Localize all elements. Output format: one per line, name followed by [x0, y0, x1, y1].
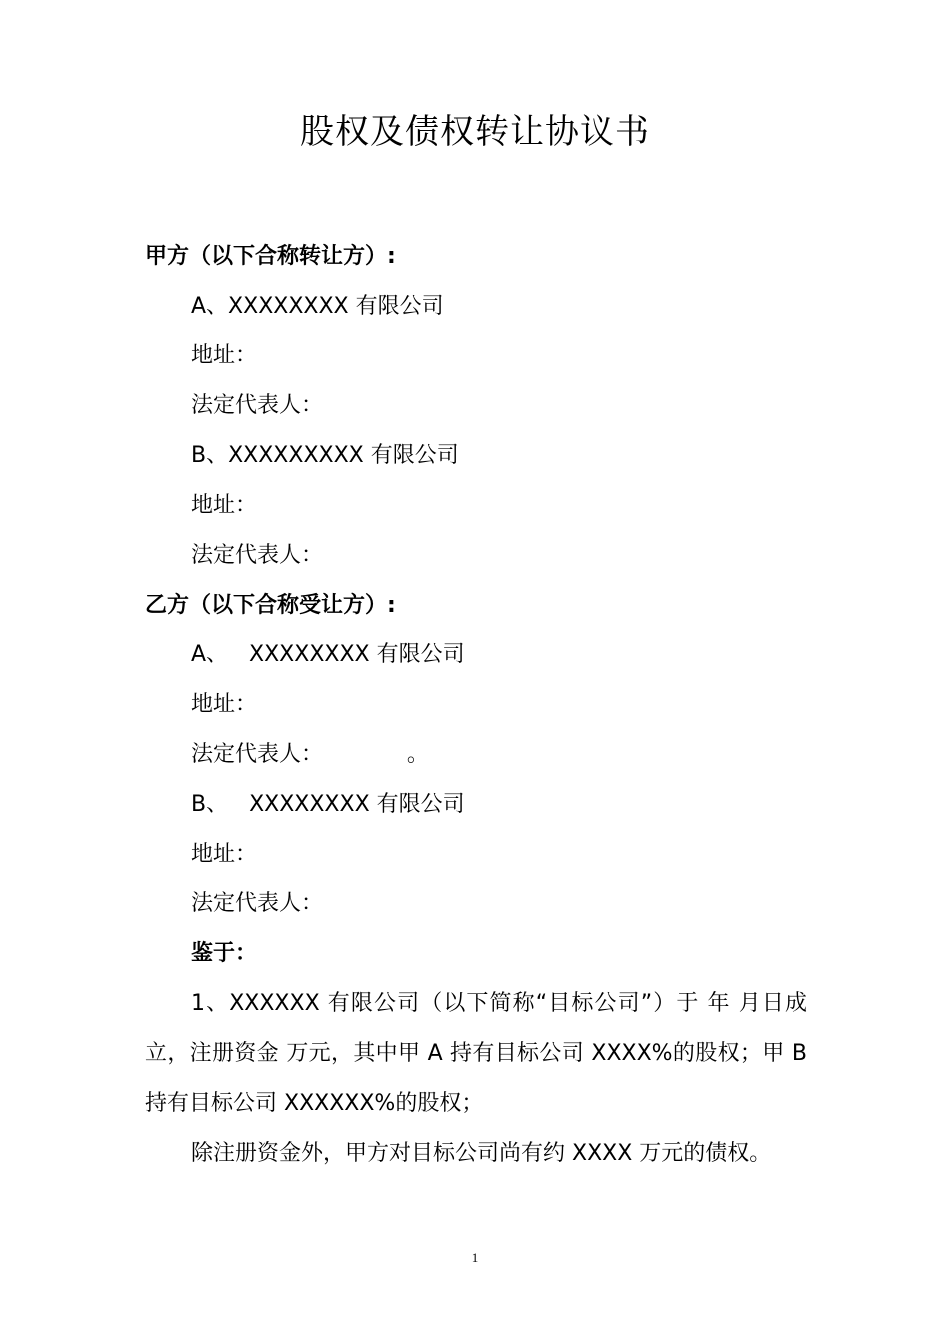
page-number: 1 [471, 1250, 479, 1265]
whereas-clause-1: 1、XXXXXX 有限公司（以下简称“目标公司”）于 年 月日成立，注册资金 万元，其中甲 A 持有目标公司 XXXX%的股权；甲 B 持有目标公司 XXXXXX%的股权； [145, 991, 807, 1116]
whereas-heading: 鉴于： [191, 941, 258, 966]
whereas-clause-2: 除注册资金外，甲方对目标公司尚有约 XXXX 万元的债权。 [191, 1141, 772, 1166]
party-b-company-b: B、 XXXXXXXX 有限公司 [191, 792, 465, 817]
party-a-address-b: 地址： [191, 493, 258, 518]
party-b-representative-a: 法定代表人： 。 [191, 742, 429, 767]
document-title: 股权及债权转让协议书 [300, 112, 650, 152]
party-b-address-b: 地址： [191, 842, 258, 867]
party-b-company-a: A、 XXXXXXXX 有限公司 [191, 642, 465, 667]
party-a-company-a: A、XXXXXXXX 有限公司 [191, 294, 444, 319]
party-a-address-a: 地址： [191, 343, 258, 368]
party-a-company-b: B、XXXXXXXXX 有限公司 [191, 443, 459, 468]
party-a-heading: 甲方（以下合称转让方）: [145, 244, 396, 269]
party-b-heading: 乙方（以下合称受让方）: [145, 593, 396, 618]
party-b-representative-b: 法定代表人： [191, 891, 324, 916]
party-a-representative-b: 法定代表人： [191, 543, 324, 568]
party-b-address-a: 地址： [191, 692, 258, 717]
party-a-representative-a: 法定代表人： [191, 393, 324, 418]
